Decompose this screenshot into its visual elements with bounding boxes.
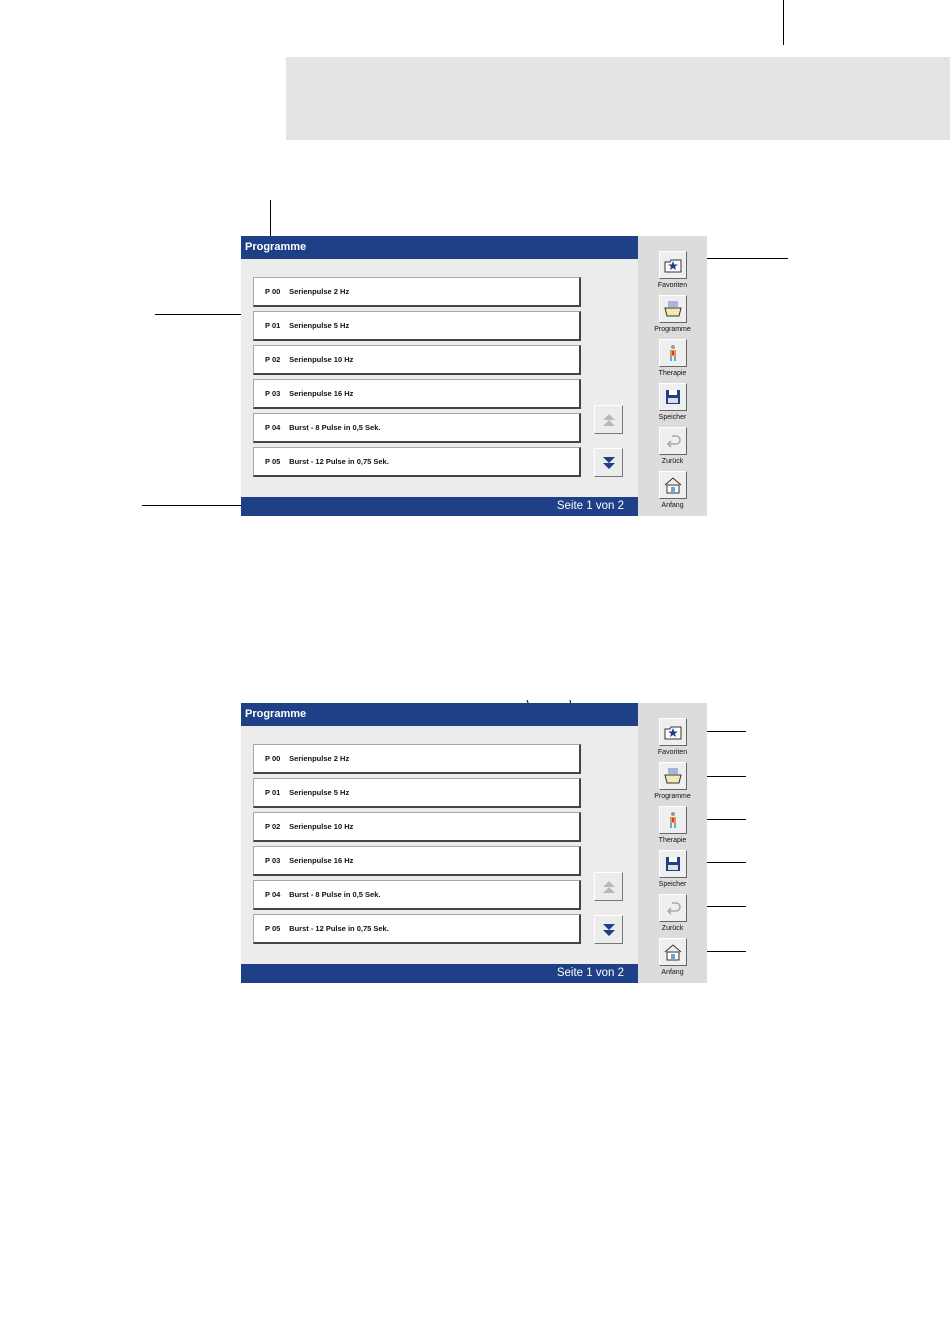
device-screen-1 [241, 236, 707, 516]
program-name: Serienpulse 16 Hz [289, 856, 354, 865]
sidebar-label: Speicher [658, 881, 687, 888]
program-name: Burst - 8 Pulse in 0,5 Sek. [289, 423, 381, 432]
callout-line-sidebar [703, 258, 788, 259]
program-name: Serienpulse 5 Hz [289, 321, 350, 330]
program-name: Serienpulse 16 Hz [289, 389, 354, 398]
program-name: Serienpulse 2 Hz [289, 754, 350, 763]
program-code: P 00 [265, 754, 281, 763]
program-item[interactable] [253, 744, 581, 774]
page-status: Seite 1 von 2 [241, 497, 638, 516]
page-edge-rule [783, 0, 784, 45]
program-code: P 04 [265, 890, 281, 899]
sidebar-label: Zurück [661, 925, 684, 932]
program-name: Serienpulse 10 Hz [289, 822, 354, 831]
save-button[interactable] [659, 850, 687, 878]
program-name: Serienpulse 5 Hz [289, 788, 350, 797]
program-code: P 02 [265, 822, 281, 831]
favorites-button[interactable] [659, 718, 687, 746]
sidebar [638, 236, 707, 516]
programs-icon [664, 767, 682, 785]
save-icon [664, 388, 682, 406]
sidebar-label: Zurück [661, 458, 684, 465]
program-item[interactable] [253, 778, 581, 808]
main-panel [241, 703, 638, 983]
device-screen-2 [241, 703, 707, 983]
callout-line-list [155, 314, 245, 315]
program-item[interactable] [253, 914, 581, 944]
therapy-button[interactable] [659, 806, 687, 834]
program-code: P 01 [265, 788, 281, 797]
home-icon [664, 476, 682, 494]
main-panel [241, 236, 638, 516]
scroll-down-button[interactable] [594, 448, 623, 477]
back-icon [664, 432, 682, 450]
home-button[interactable] [659, 938, 687, 966]
program-name: Serienpulse 10 Hz [289, 355, 354, 364]
program-code: P 04 [265, 423, 281, 432]
program-item[interactable] [253, 880, 581, 910]
double-chevron-up-icon [602, 880, 616, 894]
callout-line-status [142, 505, 242, 506]
back-icon [664, 899, 682, 917]
sidebar-label: Therapie [658, 837, 687, 844]
header-band [286, 57, 950, 140]
screen-title: Programme [241, 236, 638, 259]
program-code: P 03 [265, 856, 281, 865]
home-button[interactable] [659, 471, 687, 499]
program-item[interactable] [253, 413, 581, 443]
programs-button[interactable] [659, 295, 687, 323]
favorites-button[interactable] [659, 251, 687, 279]
callout-line-title [270, 200, 271, 236]
sidebar-label: Speicher [658, 414, 687, 421]
back-button[interactable] [659, 427, 687, 455]
programs-button[interactable] [659, 762, 687, 790]
double-chevron-down-icon [602, 923, 616, 937]
program-code: P 05 [265, 457, 281, 466]
program-name: Burst - 12 Pulse in 0,75 Sek. [289, 924, 389, 933]
program-item[interactable] [253, 277, 581, 307]
scroll-up-button[interactable] [594, 872, 623, 901]
therapy-icon [664, 811, 682, 829]
sidebar [638, 703, 707, 983]
sidebar-label: Anfang [661, 969, 684, 976]
therapy-button[interactable] [659, 339, 687, 367]
therapy-icon [664, 344, 682, 362]
program-item[interactable] [253, 846, 581, 876]
back-button[interactable] [659, 894, 687, 922]
program-code: P 01 [265, 321, 281, 330]
double-chevron-up-icon [602, 413, 616, 427]
program-code: P 02 [265, 355, 281, 364]
program-item[interactable] [253, 311, 581, 341]
program-item[interactable] [253, 345, 581, 375]
sidebar-label: Therapie [658, 370, 687, 377]
sidebar-label: Programme [654, 793, 691, 800]
save-icon [664, 855, 682, 873]
screen-title: Programme [241, 703, 638, 726]
sidebar-label: Programme [654, 326, 691, 333]
page-status: Seite 1 von 2 [241, 964, 638, 983]
program-item[interactable] [253, 812, 581, 842]
sidebar-label: Favoriten [657, 749, 688, 756]
sidebar-label: Favoriten [657, 282, 688, 289]
program-item[interactable] [253, 447, 581, 477]
favorites-icon [664, 723, 682, 741]
scroll-down-button[interactable] [594, 915, 623, 944]
double-chevron-down-icon [602, 456, 616, 470]
program-code: P 00 [265, 287, 281, 296]
program-item[interactable] [253, 379, 581, 409]
program-name: Burst - 12 Pulse in 0,75 Sek. [289, 457, 389, 466]
program-code: P 05 [265, 924, 281, 933]
save-button[interactable] [659, 383, 687, 411]
scroll-up-button[interactable] [594, 405, 623, 434]
favorites-icon [664, 256, 682, 274]
program-code: P 03 [265, 389, 281, 398]
program-name: Serienpulse 2 Hz [289, 287, 350, 296]
programs-icon [664, 300, 682, 318]
home-icon [664, 943, 682, 961]
program-name: Burst - 8 Pulse in 0,5 Sek. [289, 890, 381, 899]
sidebar-label: Anfang [661, 502, 684, 509]
